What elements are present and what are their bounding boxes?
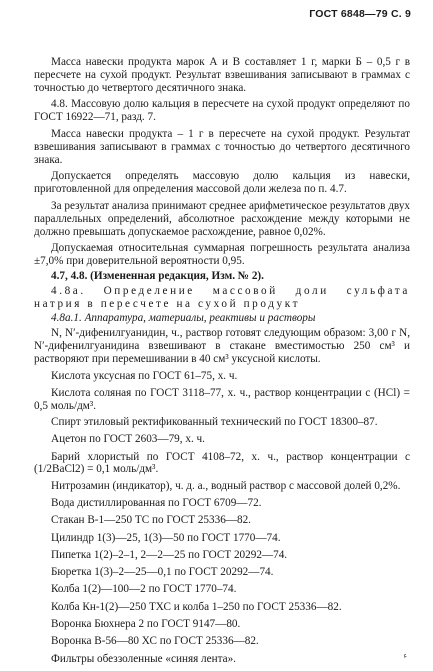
section-48a1-heading: 4.8а.1. Аппаратура, материалы, реактивы и растворы — [51, 312, 316, 325]
reagent-item: Нитрозамин (индикатор), ч. д. а., водный раствор с массовой долей 0,2%. — [51, 480, 401, 493]
equipment-item: Стакан В-1—250 ТС по ГОСТ 25336—82. — [51, 514, 251, 527]
paragraph-allowed: Допускается определять массовую долю кальция из навески, приготовленной для определения массовой доли железа по п. 4.7. — [34, 170, 410, 196]
amendment-note: 4.7, 4.8. (Измененная редакция, Изм. № 2). — [51, 269, 264, 282]
page-header: ГОСТ 6848—79 С. 9 — [309, 8, 411, 20]
reagent-item: Кислота соляная по ГОСТ 3118–77, х. ч., раствор концентрации с (HCl) = 0,5 моль/дм³. — [34, 386, 410, 412]
equipment-item: Цилиндр 1(3)—25, 1(3)—50 по ГОСТ 1770—74. — [51, 531, 281, 544]
equipment-item: Воронка В-56—80 ХС по ГОСТ 25336—82. — [51, 635, 259, 648]
page-content — [34, 56, 410, 670]
equipment-item: Воронка Бюхнера 2 по ГОСТ 9147—80. — [51, 617, 241, 630]
paragraph-result: За результат анализа принимают среднее арифметическое результатов двух параллельных определений, абсолютное расхождение между которыми не должно превышать допускаемое расхождение, равное 0,02%. — [34, 199, 411, 238]
equipment-item: Фильтры обеззоленные «синяя лента». — [51, 652, 236, 665]
reagent-item: Спирт этиловый ректификованный технический по ГОСТ 18300–87. — [51, 416, 378, 429]
reagent-item: Кислота уксусная по ГОСТ 61–75, х. ч. — [51, 369, 238, 382]
paragraph-sample-mass: Масса навески продукта марок А и В составляет 1 г, марки Б – 0,5 г в пересчете на сухой продукт. Результат взвешивания записывают в граммах с точностью до четвертого десятичного знака. — [34, 56, 410, 94]
section-48a-heading: 4.8а. Определение массовой доли сульфата натрия в пересчете на сухой продукт — [34, 284, 410, 310]
page-mark: ء — [403, 651, 407, 660]
equipment-item: Пипетка 1(2)–2–1, 2—2—25 по ГОСТ 20292—74. — [51, 548, 288, 561]
paragraph-error: Допускаемая относительная суммарная погрешность результата анализа ±7,0% при доверительной вероятности 0,95. — [34, 242, 410, 268]
reagent-item: Барий хлористый по ГОСТ 4108–72, х. ч., раствор концентрации с (1/2BaCl2) = 0,1 моль/дм³. — [34, 450, 410, 476]
equipment-item: Колба 1(2)—100—2 по ГОСТ 1770–74. — [51, 583, 237, 596]
reagent-item: N, N′-дифенилгуанидин, ч., раствор готовят следующим образом: 3,00 г N, N′-дифенилгуанидина взвешивают в стакане вместимостью 250 см³ и растворяют при перемешивании в 40 см³ уксусной кислоты. — [34, 327, 410, 365]
reagent-item: Ацетон по ГОСТ 2603—79, х. ч. — [51, 433, 205, 446]
equipment-item: Колба Кн-1(2)—250 ТХС и колба 1–250 по ГОСТ 25336—82. — [51, 600, 342, 613]
paragraph-sample-mass-calcium: Масса навески продукта – 1 г в пересчете на сухой продукт. Результат взвешивания записывают в граммах с точностью до четвертого десятичного знака. — [34, 127, 410, 166]
equipment-item: Бюретка 1(3)–2—25—0,1 по ГОСТ 20292—74. — [51, 566, 274, 579]
paragraph-48: 4.8. Массовую долю кальция в пересчете на сухой продукт определяют по ГОСТ 16922—71, разд. 7. — [34, 98, 410, 124]
reagent-item: Вода дистиллированная по ГОСТ 6709—72. — [51, 496, 262, 509]
